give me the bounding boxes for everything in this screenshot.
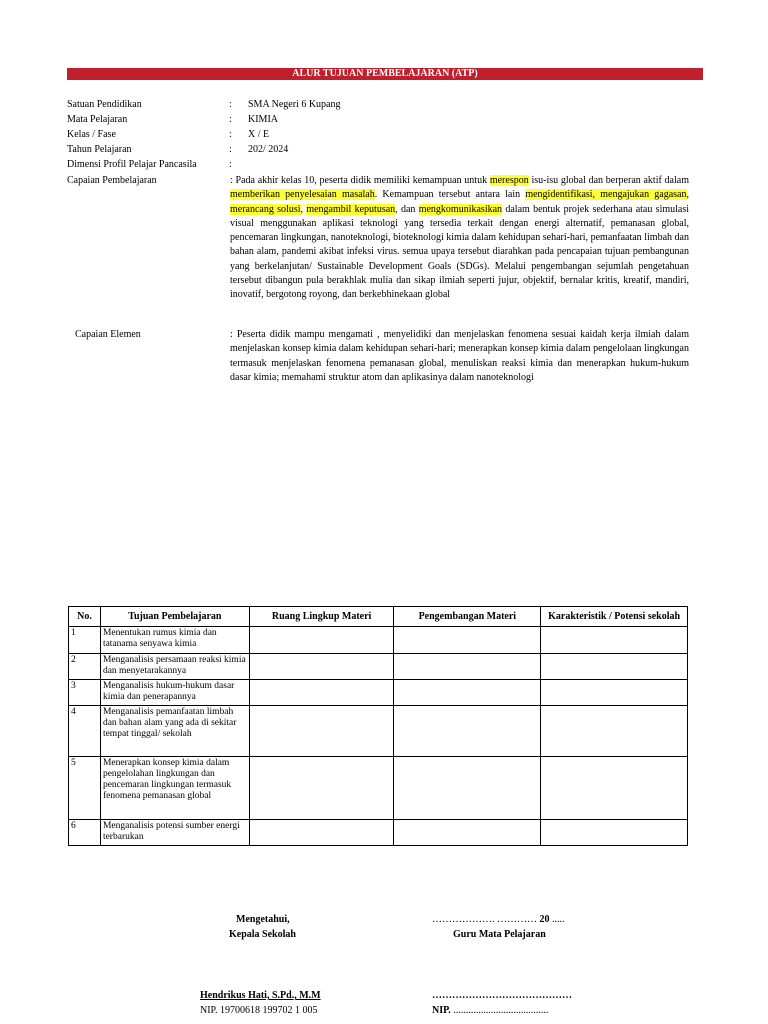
kepala-sekolah-nip: NIP. 19700618 199702 1 005 (200, 1005, 318, 1016)
row-no: 4 (69, 706, 101, 757)
row-pengembangan (394, 757, 541, 820)
date-dots: ………………. ………… (432, 914, 540, 925)
row-tujuan: Menganalisis potensi sumber energi terbarukan (100, 820, 249, 846)
row-karakteristik (541, 820, 688, 846)
row-tujuan: Menentukan rumus kimia dan tatanama senyawa kimia (100, 627, 249, 654)
date-line (432, 913, 565, 927)
row-pengembangan (394, 654, 541, 680)
table-row (69, 757, 688, 820)
row-no: 5 (69, 757, 101, 820)
row-ruang-lingkup (249, 654, 394, 680)
row-pengembangan (394, 820, 541, 846)
row-tujuan: Menganalisis persamaan reaksi kimia dan menyetarakannya (100, 654, 249, 680)
capaian-elemen-text: : Peserta didik mampu mengamati , menyelidiki dan menjelaskan fenomena sesuai kaidah kerja ilmiah dalam menjelaskan konsep kimia dalam kehidupan sehari-hari; menerapkan konsep kimia dalam pengelolaan lingkungan termasuk menjelaskan fenomena pemanasan global, menuliskan reaksi kimia dan menerapkan hukum-hukum dasar kimia; memahami struktur atom dan aplikasinya dalam nanoteknologi (230, 329, 689, 383)
info-label: Tahun Pelajaran (67, 144, 132, 155)
highlighted-phrase: mengambil keputusan (306, 203, 396, 215)
paragraph-segment: , (686, 189, 689, 201)
paragraph-segment: , dan (395, 203, 419, 215)
paragraph-segment: , (300, 203, 307, 215)
row-ruang-lingkup (249, 820, 394, 846)
row-no: 1 (69, 627, 101, 654)
row-no: 3 (69, 680, 101, 706)
atp-table (68, 606, 688, 846)
table-row (69, 680, 688, 706)
row-tujuan: Menganalisis hukum-hukum dasar kimia dan penerapannya (100, 680, 249, 706)
date-tail: ..... (549, 914, 565, 925)
guru-nip-label: NIP. (432, 1005, 451, 1016)
capaian-pembelajaran-text (230, 174, 689, 303)
guru-nip-dots: ...................................... (450, 1005, 549, 1016)
table-row (69, 820, 688, 846)
info-colon: : (229, 99, 232, 110)
row-no: 2 (69, 654, 101, 680)
info-label: Satuan Pendidikan (67, 99, 142, 110)
highlighted-phrase: merespon (489, 175, 529, 186)
row-karakteristik (541, 757, 688, 820)
row-pengembangan (394, 680, 541, 706)
row-ruang-lingkup (249, 706, 394, 757)
table-row (69, 654, 688, 680)
header-ruang-lingkup: Ruang Lingkup Materi (249, 607, 394, 627)
info-label: Dimensi Profil Pelajar Pancasila (67, 159, 197, 170)
guru-nip (432, 1004, 548, 1018)
paragraph-segment: isu-isu global dan berperan aktif dalam (528, 175, 689, 186)
date-year: 20 (539, 914, 550, 925)
info-colon: : (229, 114, 232, 125)
info-colon: : (229, 129, 232, 140)
table-header-row (69, 607, 688, 627)
mengetahui-label: Mengetahui, (236, 914, 290, 925)
info-label: Kelas / Fase (67, 129, 116, 140)
table-row (69, 706, 688, 757)
info-value: KIMIA (248, 114, 278, 125)
row-karakteristik (541, 706, 688, 757)
paragraph-segment: . Kemampuan tersebut antara lain (374, 189, 526, 201)
row-karakteristik (541, 654, 688, 680)
paragraph-segment: dalam bentuk projek sederhana atau simulasi visual menggunakan aplikasi teknologi yang tersedia terkait dengan energi alternatif, pemanasan global, pencemaran lingkungan, nanoteknologi, bioteknologi kimia dalam kehidupan sehari-hari, pemanfaatan limbah dan bahan alam, pandemi akibat infeksi virus. semua upaya tersebut diarahkan pada pencapaian tujuan pembangunan yang berkelanjutan/ Sustainable Development Goals (SDGs). Melalui pengembangan sejumlah pengetahuan tersebut dibangun pula berakhlak mulia dan sikap ilmiah seperti jujur, objektif, bernalar kritis, kreatif, mandiri, inovatif, bergotong royong, dan berkebhinekaan global (230, 203, 690, 301)
info-colon: : (229, 144, 232, 155)
row-tujuan: Menganalisis pemanfaatan limbah dan bahan alam yang ada di sekitar tempat tinggal/ sekolah (100, 706, 249, 757)
capaian-elemen-label: Capaian Elemen (75, 329, 141, 340)
capaian-pembelajaran-label: Capaian Pembelajaran (67, 175, 157, 186)
header-no: No. (69, 607, 101, 627)
document-title: ALUR TUJUAN PEMBELAJARAN (ATP) (67, 68, 703, 80)
table-row (69, 627, 688, 654)
info-colon: : (229, 159, 232, 170)
info-value: 202/ 2024 (248, 144, 289, 155)
row-tujuan: Menerapkan konsep kimia dalam pengelolahan lingkungan dan pencemaran lingkungan termasuk fenomena pemanasan global (100, 757, 249, 820)
kepala-sekolah-label: Kepala Sekolah (229, 929, 296, 940)
header-karakteristik: Karakteristik / Potensi sekolah (541, 607, 688, 627)
guru-name-placeholder: …………………………………… (432, 990, 572, 1001)
header-pengembangan: Pengembangan Materi (394, 607, 541, 627)
row-ruang-lingkup (249, 680, 394, 706)
row-pengembangan (394, 706, 541, 757)
highlighted-phrase: memberikan penyelesaian masalah (230, 189, 375, 201)
info-label: Mata Pelajaran (67, 114, 128, 125)
row-pengembangan (394, 627, 541, 654)
row-karakteristik (541, 680, 688, 706)
paragraph-segment: : Pada akhir kelas 10, peserta didik memiliki kemampuan untuk (230, 175, 490, 186)
info-value: X / E (248, 129, 270, 140)
highlighted-phrase: mengidentifikasi, mengajukan gagasan (525, 189, 687, 201)
header-tujuan: Tujuan Pembelajaran (100, 607, 249, 627)
info-value: SMA Negeri 6 Kupang (248, 99, 341, 110)
guru-mapel-label: Guru Mata Pelajaran (453, 929, 546, 940)
row-ruang-lingkup (249, 627, 394, 654)
row-ruang-lingkup (249, 757, 394, 820)
row-karakteristik (541, 627, 688, 654)
highlighted-phrase: mengkomunikasikan (418, 203, 503, 215)
kepala-sekolah-name: Hendrikus Hati, S.Pd., M.M (200, 990, 321, 1001)
highlighted-phrase: merancang solusi (230, 203, 301, 215)
row-no: 6 (69, 820, 101, 846)
